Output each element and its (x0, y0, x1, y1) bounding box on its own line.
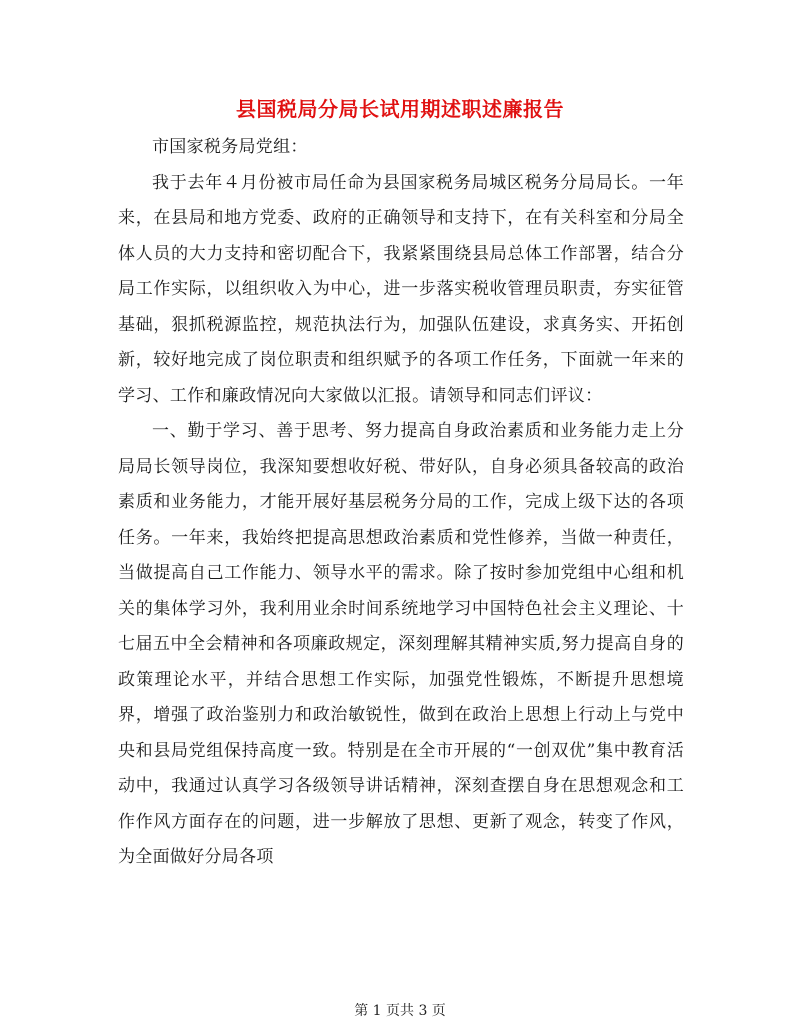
document-body (118, 130, 684, 876)
paragraph-section-one: 一、勤于学习、善于思考、努力提高自身政治素质和业务能力走上分局局长领导岗位，我深知要想收好税、带好队，自身必须具备较高的政治素质和业务能力，才能开展好基层税务分局的工作，完成上级下达的各项任务。一年来，我始终把提高思想政治素质和党性修养，当做一种责任，当做提高自己工作能力、领导水平的需求。除了按时参加党组中心组和机关的集体学习外，我利用业余时间系统地学习中国特色社会主义理论、十七届五中全会精神和各项廉政规定，深刻理解其精神实质,努力提高自身的政策理论水平，并结合思想工作实际，加强党性锻炼，不断提升思想境界，增强了政治鉴别力和政治敏锐性，做到在政治上思想上行动上与党中央和县局党组保持高度一致。特别是在全市开展的“一创双优”集中教育活动中，我通过认真学习各级领导讲话精神，深刻查摆自身在思想观念和工作作风方面存在的问题，进一步解放了思想、更新了观念，转变了作风，为全面做好分局各项 (118, 421, 684, 867)
salutation: 市国家税务局党组： (152, 137, 308, 157)
paragraph-intro: 我于去年４月份被市局任命为县国家税务局城区税务分局局长。一年来，在县局和地方党委、政府的正确领导和支持下，在有关科室和分局全体人员的大力支持和密切配合下，我紧紧围绕县局总体工作部署，结合分局工作实际，以组织收入为中心，进一步落实税收管理员职责，夯实征管基础，狠抓税源监控，规范执法行为，加强队伍建设，求真务实、开拓创新，较好地完成了岗位职责和组织赋予的各项工作任务，下面就一年来的学习、工作和廉政情况向大家做以汇报。请领导和同志们评议： (118, 172, 684, 406)
page-number: 第 1 页共 3 页 (354, 1003, 446, 1019)
document-title: 县国税局分局长试用期述职述廉报告 (236, 97, 564, 121)
